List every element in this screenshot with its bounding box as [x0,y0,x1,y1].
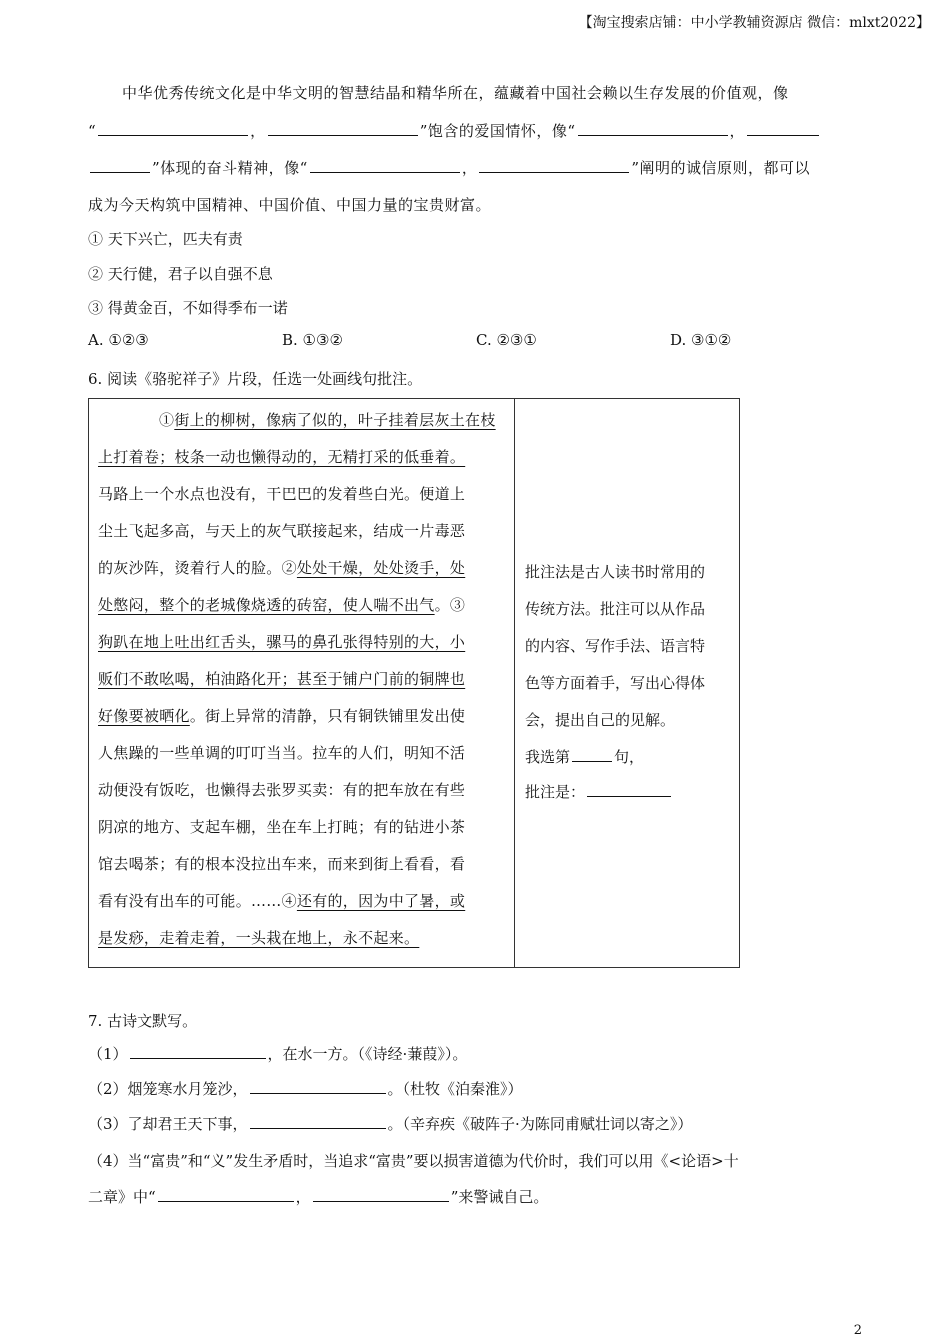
q5-text: ”体现的奋斗精神，像“ [152,159,308,177]
underlined-sentence-1-cont[interactable]: 上打着卷；枝条一动也懒得动的，无精打采的低垂着。 [98,448,466,466]
underlined-sentence-3-cont[interactable]: 贩们不敢吆喝，柏油路化开；甚至于铺户门前的铜牌也 [98,670,466,688]
page-header: 【淘宝搜索店铺：中小学教辅资源店 微信：mlxt2022】 [578,15,930,31]
option-d[interactable]: D. ③①② [670,331,732,349]
item-text: ， [295,1188,311,1206]
excerpt-text: 。街上异常的清静，只有铜铁铺里发出使 [189,707,466,725]
item-text: 二章》中“ [88,1188,156,1206]
q5-blank-1[interactable] [98,121,248,136]
item-number: （1） [88,1045,128,1063]
q5-item-2: ② 天行健，君子以自强不息 [88,265,273,283]
q7-blank-2[interactable] [250,1079,386,1094]
q5-blank-3[interactable] [578,121,728,136]
excerpt-line-2 [98,446,465,467]
excerpt-line-15 [98,927,419,948]
q5-paragraph-line-4: 成为今天构筑中国精神、中国价值、中国力量的宝贵财富。 [88,196,492,214]
excerpt-line-10: 人焦躁的一些单调的叮叮当当。拉车的人们，明知不活 [98,744,466,762]
excerpt-line-9 [98,705,465,726]
choose-sentence-line [525,746,644,767]
underlined-sentence-2[interactable]: 处处干燥，处处烫手，处 [296,559,466,577]
excerpt-line-1 [159,409,496,430]
excerpt-line-5 [98,557,465,578]
sentence-number-blank[interactable] [572,747,612,762]
instruction-line-4: 色等方面着手，写出心得体 [525,674,706,692]
item-text: ，在水一方。（《诗经·蒹葭》）。 [267,1045,468,1063]
q5-paragraph-line-1: 中华优秀传统文化是中华文明的智慧结晶和精华所在，蕴藏着中国社会赖以生存发展的价值观，像 [122,84,789,102]
excerpt-text: 的灰沙阵，烫着行人的脸。② [98,559,297,577]
item-text: （2）烟笼寒水月笼沙， [88,1080,248,1098]
q5-item-1: ① 天下兴亡，匹夫有责 [88,230,243,248]
instruction-line-3: 的内容、写作手法、语言特 [525,637,706,655]
table-divider [514,399,515,967]
q5-blank-4a[interactable] [747,121,819,136]
excerpt-line-4: 尘土飞起多高，与天上的灰气联接起来，结成一片毒恶 [98,522,466,540]
excerpt-line-8 [98,668,465,689]
q7-item-3 [88,1113,692,1134]
annotation-line [525,781,673,802]
q5-blank-2[interactable] [268,121,418,136]
underlined-sentence-3[interactable]: 狗趴在地上吐出红舌头，骡马的鼻孔张得特别的大，小 [98,633,466,651]
q5-blank-5[interactable] [310,158,460,173]
q7-item-1 [88,1043,467,1064]
excerpt-line-11: 动便没有饭吃，也懒得去张罗买卖：有的把车放在有些 [98,781,466,799]
excerpt-line-13: 馆去喝茶；有的根本没拉出车来，而来到街上看看，看 [98,855,466,873]
sentence-marker-3: 。③ [434,596,466,614]
q7-blank-3[interactable] [250,1114,386,1129]
q5-quote-open: “ [88,122,97,140]
instruction-line-5: 会，提出自己的见解。 [525,711,676,729]
q5-comma: ， [729,122,746,140]
q5-blank-4b[interactable] [90,158,150,173]
q5-paragraph-line-3 [88,157,810,178]
annotation-label: 批注是： [525,783,586,801]
option-c[interactable]: C. ②③① [476,331,537,349]
item-text: 。（杜牧《泊秦淮》） [387,1080,523,1098]
instruction-line-1: 批注法是古人读书时常用的 [525,563,706,581]
choose-label: 我选第 [525,748,571,766]
item-text: ”来警诫自己。 [450,1188,549,1206]
excerpt-text: 看有没有出车的可能。……④ [98,892,297,910]
excerpt-line-14 [98,890,465,911]
q5-item-3: ③ 得黄金百，不如得季布一诺 [88,299,288,317]
q7-item-4-line-2 [88,1186,548,1207]
q6-title: 6. 阅读《骆驼祥子》片段，任选一处画线句批注。 [88,370,423,388]
option-a[interactable]: A. ①②③ [88,331,149,349]
q5-text: ”阐明的诚信原则，都可以 [631,159,811,177]
underlined-sentence-2-cont[interactable]: 处憋闷，整个的老城像烧透的砖窑，使人喘不出气 [98,596,435,614]
underlined-sentence-3-end[interactable]: 好像要被晒化 [98,707,190,725]
q5-text: ”饱含的爱国情怀，像“ [419,122,576,140]
q7-blank-4[interactable] [158,1187,294,1202]
q6-annotation-table [88,398,740,968]
item-text: 。（辛弃疾《破阵子·为陈同甫赋壮词以寄之》） [387,1115,693,1133]
instruction-line-2: 传统方法。批注可以从作品 [525,600,706,618]
annotation-blank[interactable] [587,782,671,797]
q5-comma: ， [461,159,478,177]
q7-blank-5[interactable] [313,1187,449,1202]
excerpt-line-7 [98,631,465,652]
underlined-sentence-1[interactable]: 街上的柳树，像病了似的，叶子挂着层灰土在枝 [174,411,496,429]
item-text: （3）了却君王天下事， [88,1115,248,1133]
page-number: 2 [853,1323,862,1338]
q5-paragraph-line-2 [88,120,821,141]
q7-title: 7. 古诗文默写。 [88,1012,198,1030]
option-b[interactable]: B. ①③② [282,331,343,349]
q5-comma: ， [250,122,266,140]
underlined-sentence-4[interactable]: 还有的，因为中了暑，或 [296,892,466,910]
excerpt-line-12: 阴凉的地方、支起车棚，坐在车上打盹；有的钻进小茶 [98,818,466,836]
q5-blank-6[interactable] [479,158,629,173]
excerpt-line-6 [98,594,465,615]
q7-item-4-line-1: （4）当“富贵”和“义”发生矛盾时，当追求“富贵”要以损害道德为代价时，我们可以用《<论语>十 [88,1152,739,1170]
excerpt-line-3: 马路上一个水点也没有，干巴巴的发着些白光。便道上 [98,485,466,503]
underlined-sentence-4-cont[interactable]: 是发痧，走着走着，一头栽在地上，永不起来。 [98,929,420,947]
q7-blank-1[interactable] [130,1044,266,1059]
choose-suffix: 句， [614,748,645,766]
q7-item-2 [88,1078,523,1099]
sentence-marker-1: ① [159,411,175,429]
